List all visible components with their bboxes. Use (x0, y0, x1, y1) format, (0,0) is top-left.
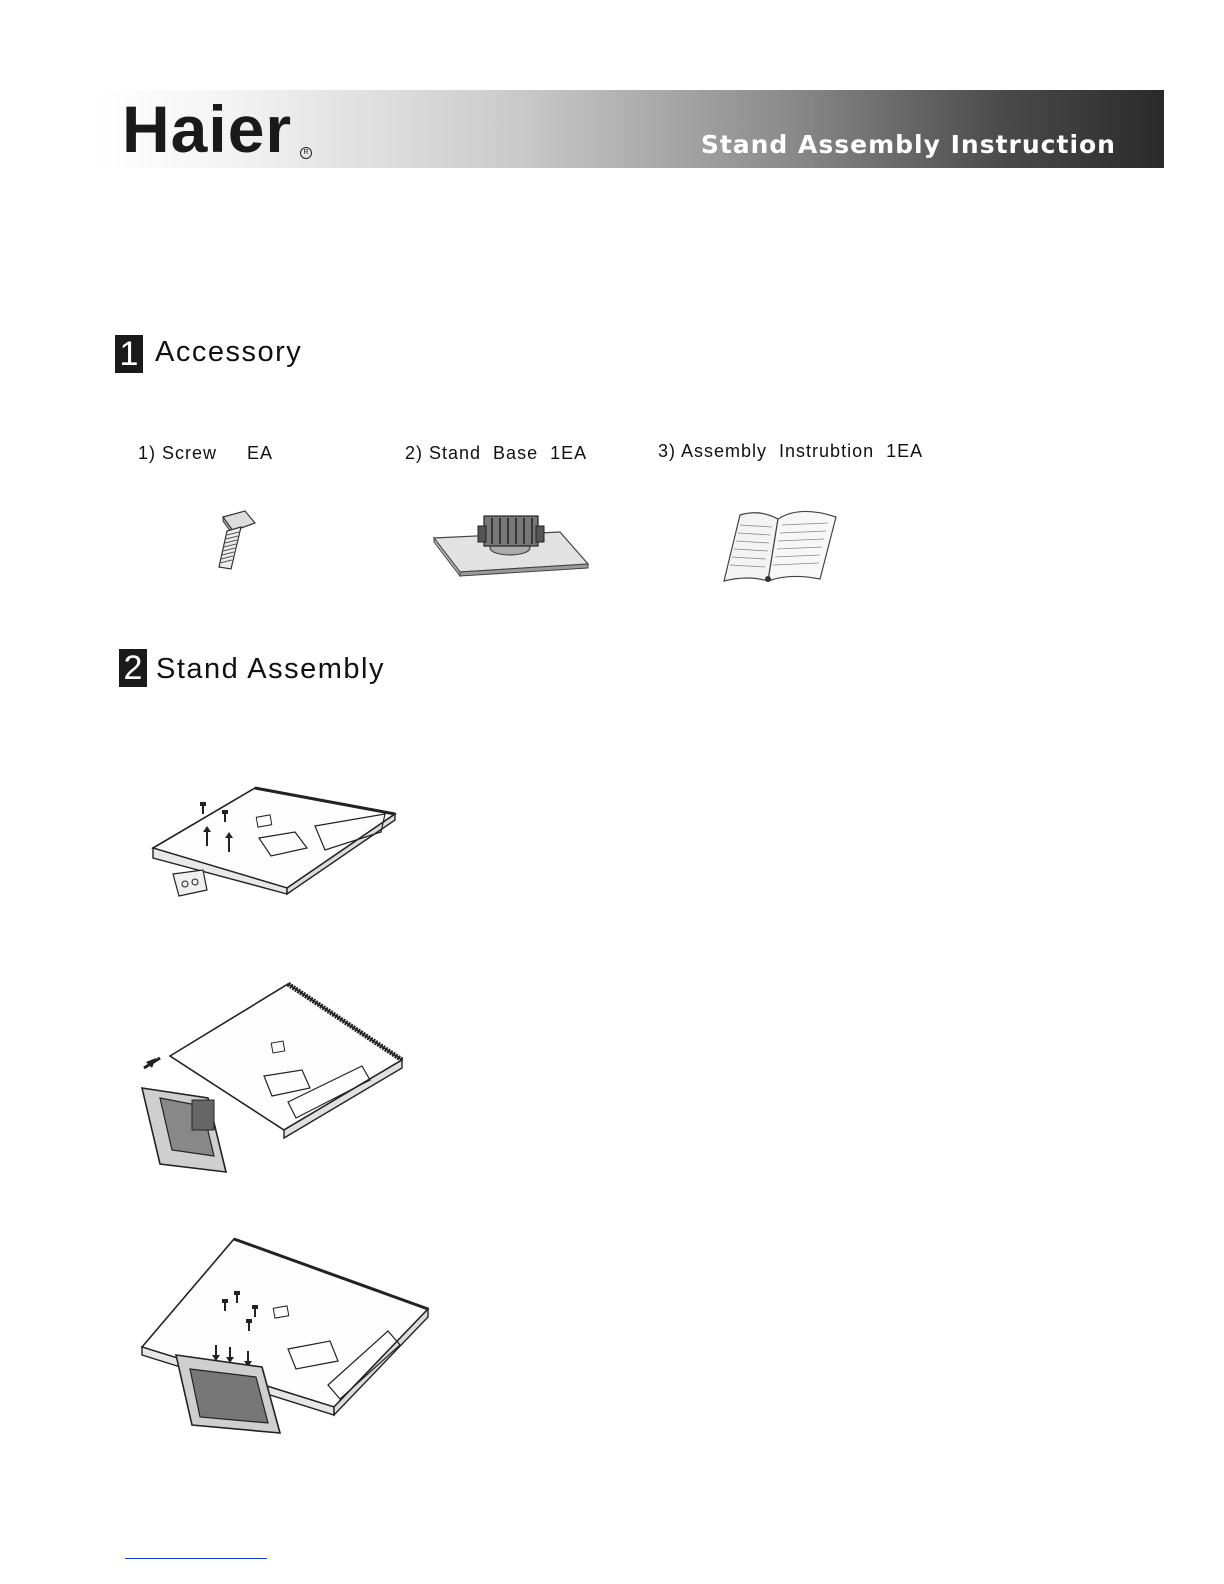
page-title: Stand Assembly Instruction (700, 130, 1116, 159)
accessory-item-manual: 3) Assembly Instrubtion 1EA (658, 441, 924, 461)
manual-icon (720, 505, 842, 585)
section-title-accessory: Accessory (155, 336, 303, 368)
registered-mark-icon: R (300, 147, 312, 159)
footer-rule (125, 1558, 267, 1559)
remove-screws-illustration (145, 780, 405, 910)
screw-icon (205, 505, 265, 575)
section-number-1: 1 (115, 335, 143, 373)
accessory-item-screw: 1) Screw EA (138, 443, 274, 463)
section-number-2: 2 (119, 649, 147, 687)
haier-logo: Haier (122, 92, 293, 166)
attach-stand-illustration (138, 980, 408, 1175)
accessory-item-stand-base: 2) Stand Base 1EA (405, 443, 588, 463)
stand-base-icon (430, 510, 592, 580)
fasten-screws-illustration (138, 1235, 433, 1440)
section-title-stand-assembly: Stand Assembly (156, 653, 385, 685)
